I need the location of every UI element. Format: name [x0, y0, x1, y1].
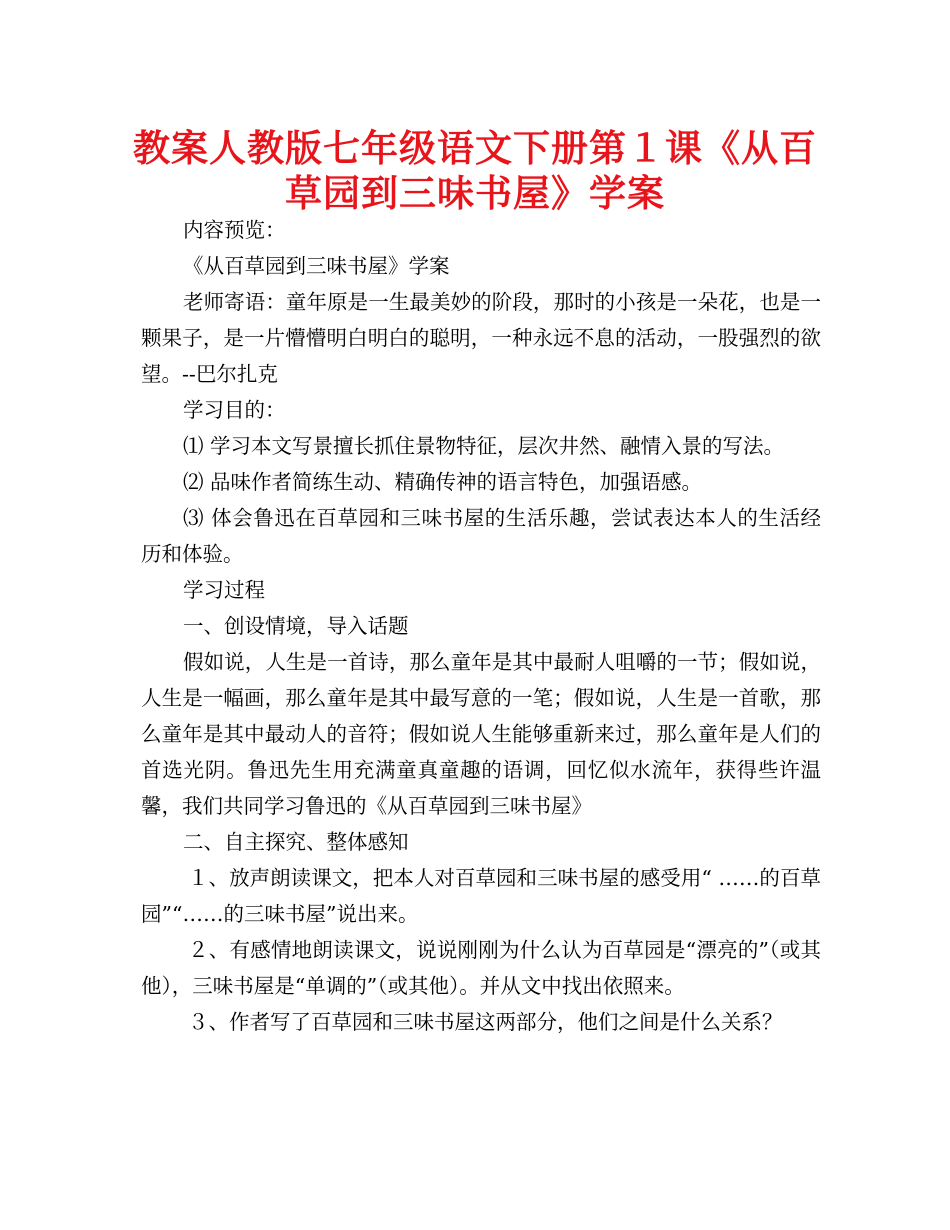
goal-item-1: ⑴ 学习本文写景擅长抓住景物特征，层次井然、融情入景的写法。 — [183, 434, 785, 458]
document-title-line-1: 教案人教版七年级语文下册第１课《从百 — [133, 127, 817, 170]
document-body — [141, 212, 821, 1040]
section-heading-1: 一、创设情境，导入话题 — [183, 614, 409, 638]
task-item-1: １、放声朗读课文，把本人对百草园和三味书屋的感受用“ ……的百草园”“……的三味书屋”说出来。 — [141, 866, 821, 926]
task-item-3: ３、作者写了百草园和三味书屋这两部分，他们之间是什么关系？ — [188, 1010, 783, 1034]
paragraph-preview-label: 内容预览： — [183, 218, 286, 242]
paragraph-teacher-quote: 老师寄语：童年原是一生最美妙的阶段，那时的小孩是一朵花，也是一颗果子，是一片懵懵明白明白的聪明，一种永远不息的活动，一股强烈的欲望。--巴尔扎克 — [141, 290, 821, 386]
section-heading-2: 二、自主探究、整体感知 — [183, 830, 409, 854]
goal-item-3: ⑶ 体会鲁迅在百草园和三味书屋的生活乐趣，尝试表达本人的生活经历和体验。 — [141, 506, 821, 566]
heading-learning-process: 学习过程 — [183, 578, 265, 602]
document-title-line-2: 草园到三味书屋》学案 — [285, 172, 665, 215]
goal-item-2: ⑵ 品味作者简练生动、精确传神的语言特色，加强语感。 — [183, 470, 703, 494]
paragraph-introduction: 假如说，人生是一首诗，那么童年是其中最耐人咀嚼的一节；假如说，人生是一幅画，那么童年是其中最写意的一笔；假如说，人生是一首歌，那么童年是其中最动人的音符；假如说人生能够重新来过，那么童年是人们的首选光阴。鲁迅先生用充满童真童趣的语调，回忆似水流年，获得些许温馨，我们共同学习鲁迅的《从百草园到三味书屋》 — [141, 650, 821, 818]
paragraph-subtitle: 《从百草园到三味书屋》学案 — [183, 254, 450, 278]
heading-learning-goals: 学习目的： — [183, 398, 286, 422]
task-item-2: ２、有感情地朗读课文，说说刚刚为什么认为百草园是“漂亮的”（或其他），三味书屋是“单调的”（或其他）。并从文中找出依照来。 — [141, 938, 821, 998]
